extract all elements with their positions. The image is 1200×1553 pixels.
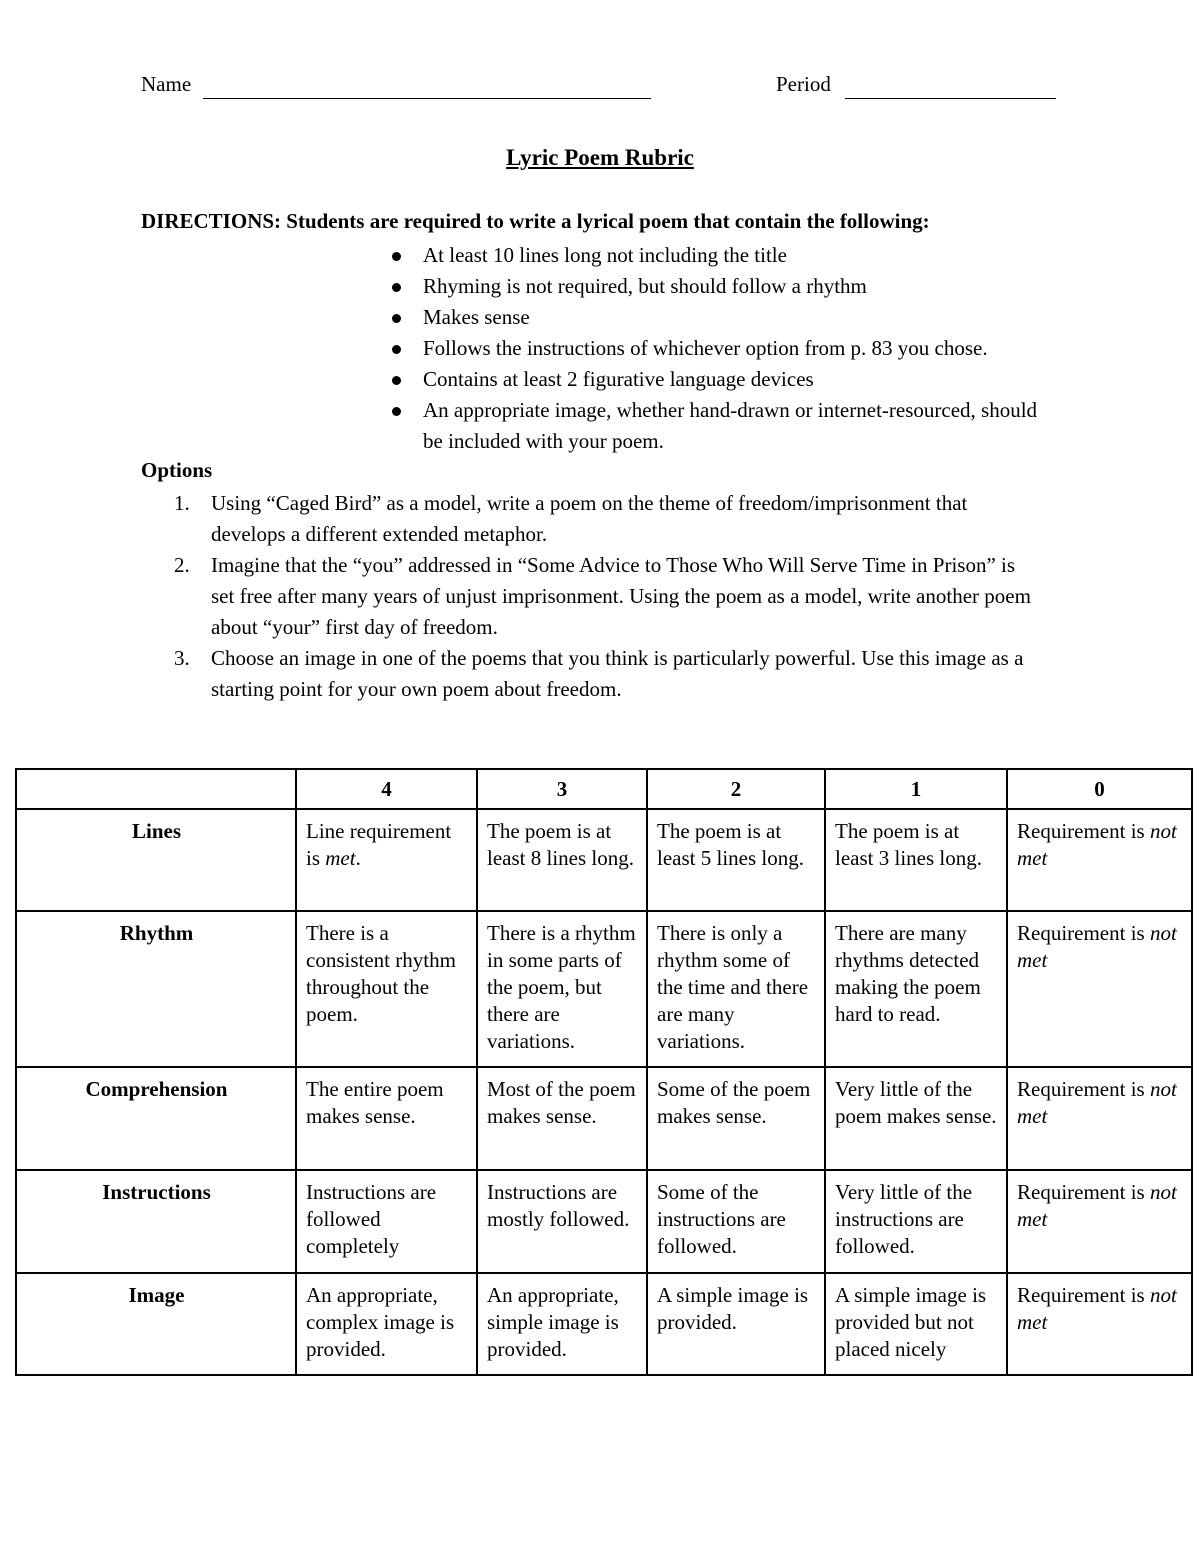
requirement-text: Follows the instructions of whichever option from p. 83 you chose. [423, 336, 988, 360]
cell-text: Most of the poem makes sense. [487, 1077, 636, 1128]
requirements-list [390, 240, 1090, 457]
score-cell [647, 911, 825, 1067]
cell-text: Some of the poem makes sense. [657, 1077, 811, 1128]
cell-text: A simple image is provided. [657, 1283, 809, 1334]
name-label: Name [141, 72, 192, 96]
requirement-item [390, 395, 1048, 457]
rubric-header-cell [16, 769, 296, 809]
score-cell [1007, 809, 1192, 911]
cell-text: Requirement is [1017, 921, 1150, 945]
cell-text: Very little of the poem makes sense. [835, 1077, 997, 1128]
page-title: Lyric Poem Rubric [506, 145, 694, 170]
cell-text-suffix: . [355, 846, 361, 870]
requirement-text: Rhyming is not required, but should follow a rhythm [423, 274, 867, 298]
score-cell [647, 1170, 825, 1273]
score-cell [1007, 911, 1192, 1067]
cell-text: Requirement is [1017, 1283, 1150, 1307]
cell-text: The entire poem makes sense. [306, 1077, 444, 1128]
table-row [16, 809, 1192, 911]
period-label: Period [776, 72, 831, 96]
score-cell [477, 1273, 647, 1375]
criterion-cell: Rhythm [16, 911, 296, 1067]
score-cell [477, 809, 647, 911]
score-cell [296, 1067, 477, 1170]
score-cell [647, 1067, 825, 1170]
score-cell [1007, 1273, 1192, 1375]
requirement-text: Makes sense [423, 305, 530, 329]
bullet-icon [392, 345, 401, 354]
cell-text: The poem is at least 5 lines long. [657, 819, 804, 870]
cell-text: An appropriate, simple image is provided. [487, 1283, 619, 1361]
option-text: Imagine that the “you” addressed in “Some Advice to Those Who Will Serve Time in Prison” is set free after many years of unjust imprisonment. Using the poem as a model, write another poem about “your” first day of freedom. [211, 553, 1031, 639]
cell-text: Instructions are followed completely [306, 1180, 437, 1258]
score-cell [296, 1170, 477, 1273]
bullet-icon [392, 252, 401, 261]
table-row [16, 1067, 1192, 1170]
criterion-cell: Comprehension [16, 1067, 296, 1170]
option-number: 1. [174, 491, 190, 515]
cell-text: Some of the instructions are followed. [657, 1180, 786, 1258]
cell-text: Requirement is [1017, 1077, 1150, 1101]
score-cell [825, 1067, 1007, 1170]
cell-text: There is a rhythm in some parts of the poem, but there are variations. [487, 921, 636, 1053]
option-number: 3. [174, 646, 190, 670]
cell-text: There is a consistent rhythm throughout the poem. [306, 921, 456, 1026]
table-row [16, 1273, 1192, 1375]
cell-text: Requirement is [1017, 819, 1150, 843]
option-item [141, 550, 1041, 643]
cell-text: A simple image is provided but not placed nicely [835, 1283, 987, 1361]
score-cell [296, 1273, 477, 1375]
table-row [16, 911, 1192, 1067]
cell-emphasis: not met [1017, 1077, 1177, 1128]
cell-text: The poem is at least 8 lines long. [487, 819, 634, 870]
criterion-cell: Instructions [16, 1170, 296, 1273]
score-cell [825, 809, 1007, 911]
criterion-cell: Image [16, 1273, 296, 1375]
name-blank-line [203, 98, 651, 99]
requirement-text: Contains at least 2 figurative language devices [423, 367, 814, 391]
rubric-header-cell: 3 [477, 769, 647, 809]
option-item [141, 643, 1026, 705]
option-text: Choose an image in one of the poems that you think is particularly powerful. Use this image as a starting point for your own poem about freedom. [211, 646, 1024, 701]
criterion-cell: Lines [16, 809, 296, 911]
options-list [141, 488, 1041, 705]
rubric-header-cell: 1 [825, 769, 1007, 809]
option-text: Using “Caged Bird” as a model, write a poem on the theme of freedom/imprisonment that develops a different extended metaphor. [211, 491, 968, 546]
cell-emphasis: not met [1017, 921, 1177, 972]
directions-text: DIRECTIONS: Students are required to write a lyrical poem that contain the following: [141, 209, 930, 233]
score-cell [477, 1067, 647, 1170]
score-cell [825, 1170, 1007, 1273]
score-cell [1007, 1170, 1192, 1273]
cell-emphasis: not met [1017, 1180, 1177, 1231]
rubric-header-cell: 4 [296, 769, 477, 809]
option-number: 2. [174, 553, 190, 577]
score-cell [477, 911, 647, 1067]
rubric-table [15, 768, 1193, 1376]
cell-text: There are many rhythms detected making the poem hard to read. [835, 921, 981, 1026]
cell-text: There is only a rhythm some of the time and there are many variations. [657, 921, 809, 1053]
requirement-item [390, 302, 1090, 333]
rubric-header-cell: 2 [647, 769, 825, 809]
cell-emphasis: not met [1017, 819, 1177, 870]
bullet-icon [392, 283, 401, 292]
period-blank-line [845, 98, 1056, 99]
bullet-icon [392, 314, 401, 323]
cell-emphasis: not met [1017, 1283, 1177, 1334]
score-cell [296, 809, 477, 911]
score-cell [825, 911, 1007, 1067]
rubric-header-cell: 0 [1007, 769, 1192, 809]
requirement-text: An appropriate image, whether hand-drawn or internet-resourced, should be included with your poem. [423, 398, 1038, 453]
cell-text: The poem is at least 3 lines long. [835, 819, 982, 870]
cell-emphasis: met [325, 846, 356, 870]
score-cell [1007, 1067, 1192, 1170]
requirement-item [390, 271, 1090, 302]
cell-text: Very little of the instructions are followed. [835, 1180, 973, 1258]
rubric-header-row [16, 769, 1192, 809]
cell-text: Line requirement is [306, 819, 452, 870]
score-cell [296, 911, 477, 1067]
requirement-item [390, 364, 1090, 395]
cell-text: Requirement is [1017, 1180, 1150, 1204]
requirement-item [390, 333, 1090, 364]
table-row [16, 1170, 1192, 1273]
requirement-item [390, 240, 1090, 271]
score-cell [647, 1273, 825, 1375]
bullet-icon [392, 407, 401, 416]
cell-text: An appropriate, complex image is provided. [306, 1283, 455, 1361]
requirement-text: At least 10 lines long not including the title [423, 243, 787, 267]
bullet-icon [392, 376, 401, 385]
score-cell [477, 1170, 647, 1273]
score-cell [647, 809, 825, 911]
cell-text: Instructions are mostly followed. [487, 1180, 630, 1231]
options-heading: Options [141, 458, 213, 482]
score-cell [825, 1273, 1007, 1375]
option-item [141, 488, 1026, 550]
